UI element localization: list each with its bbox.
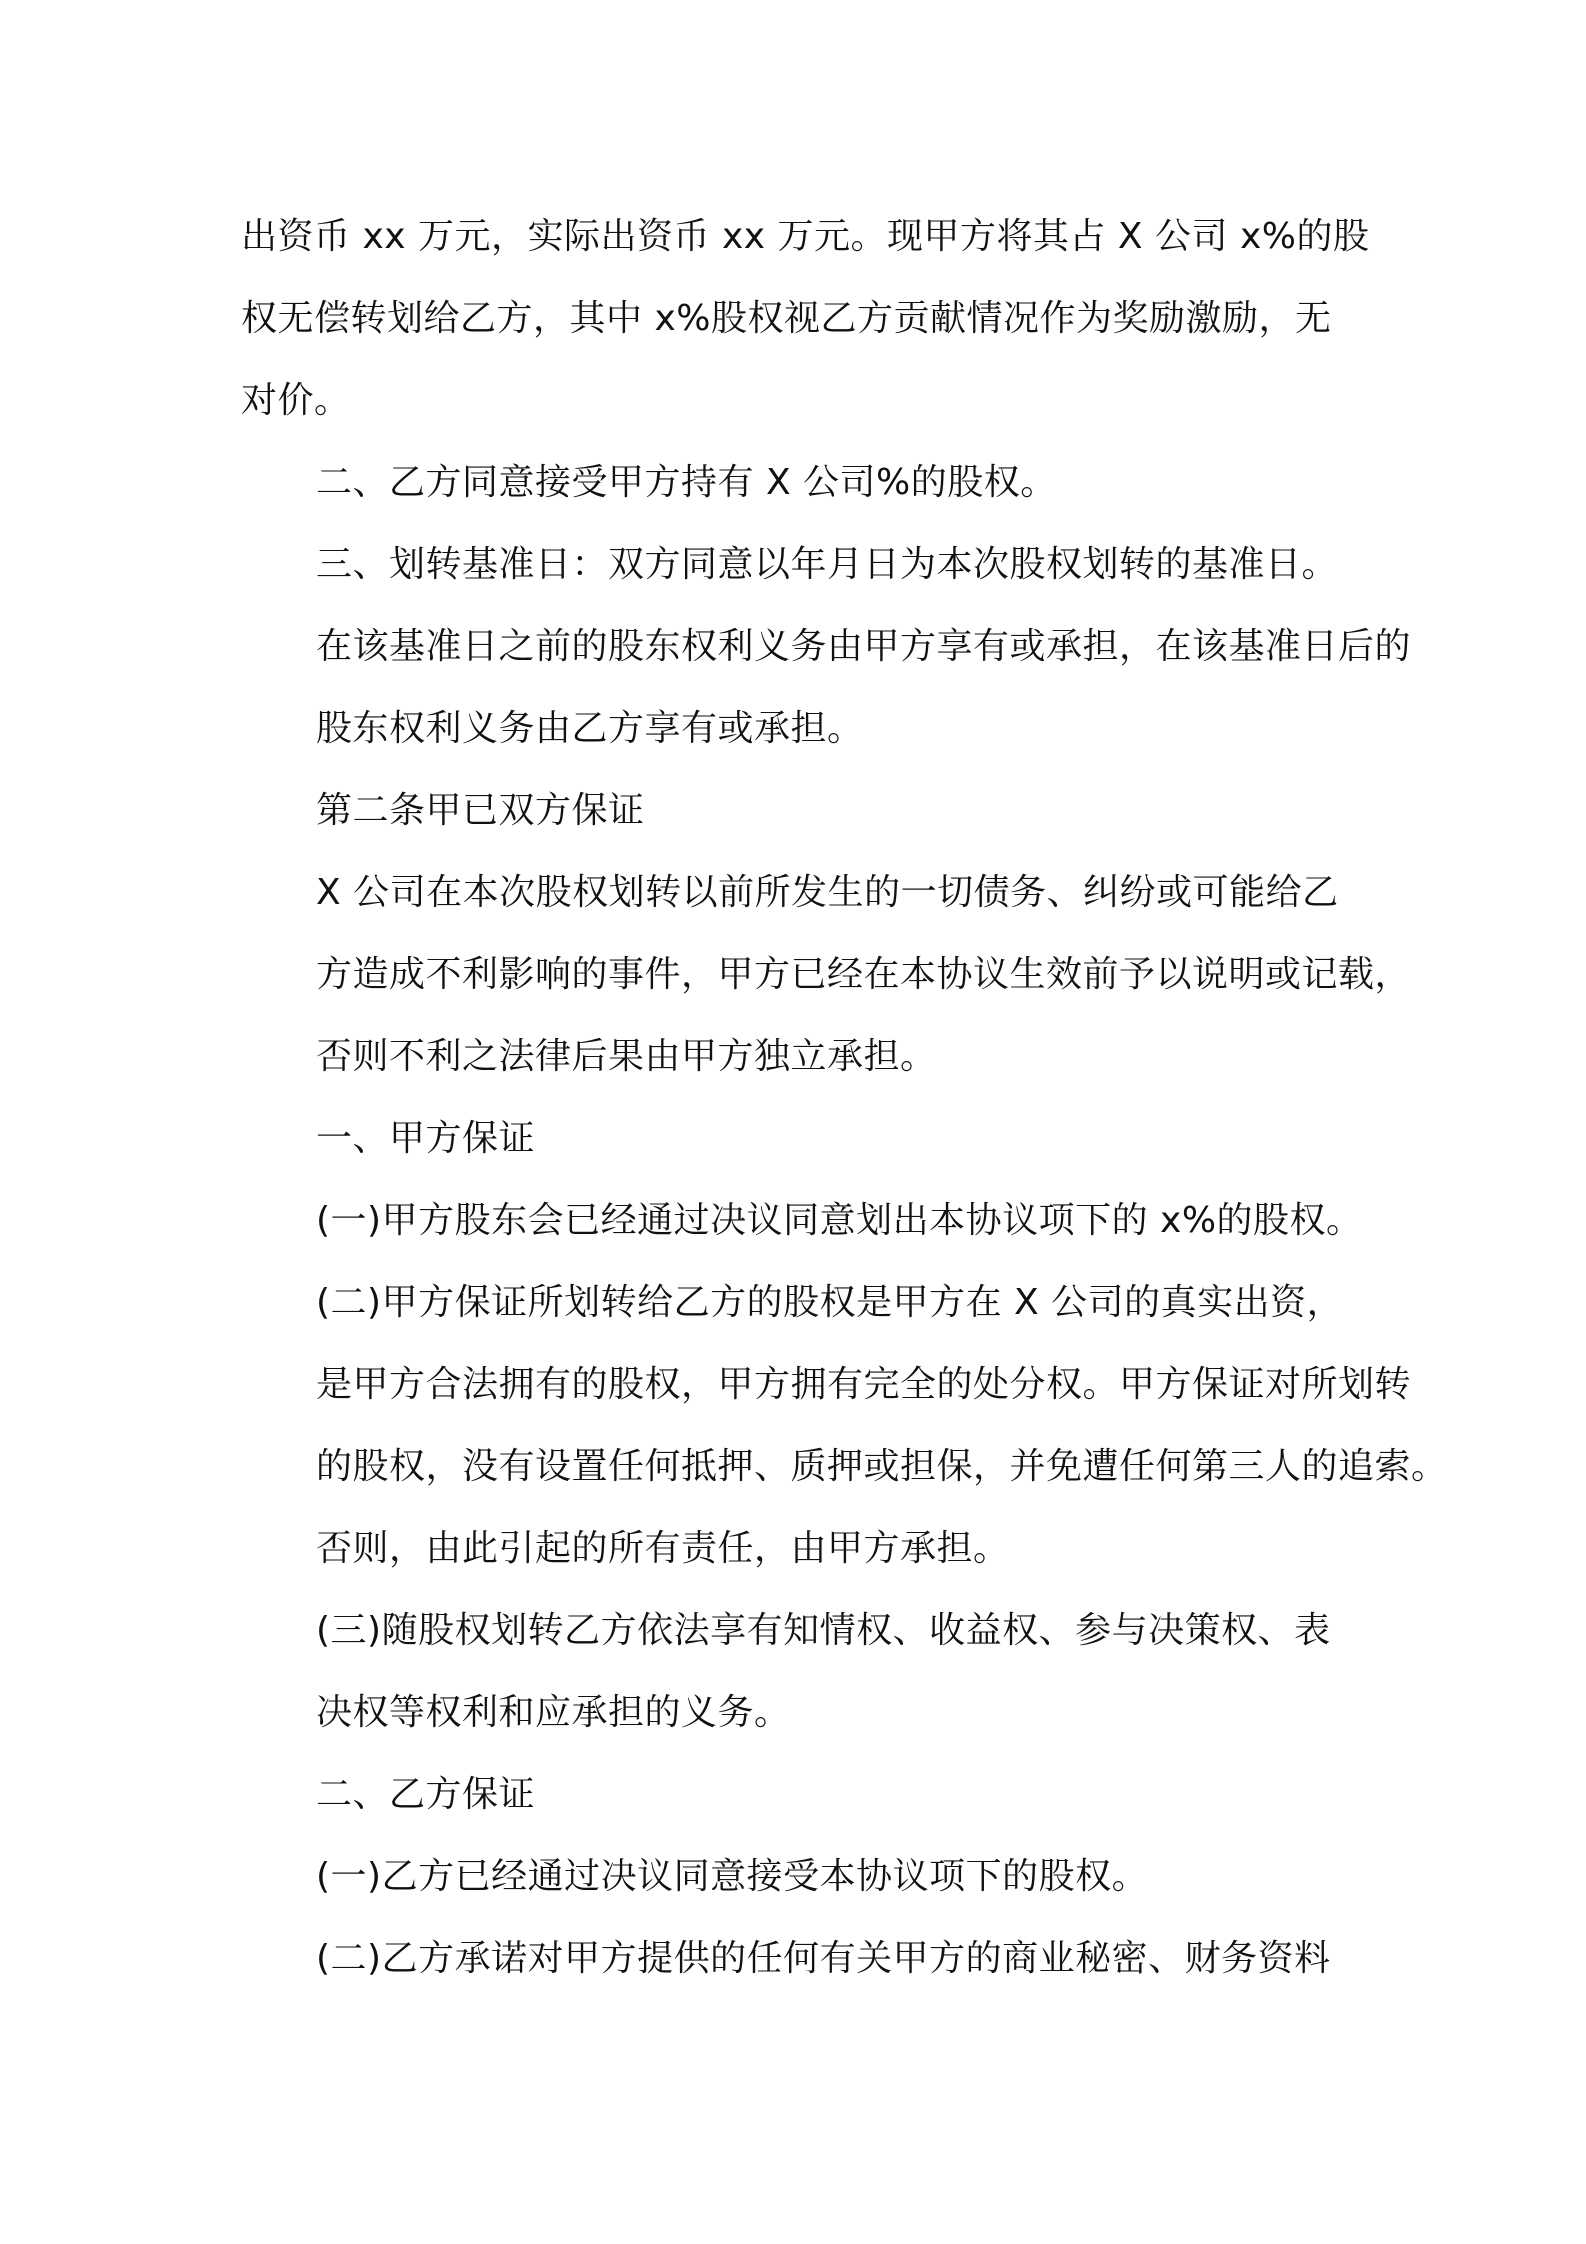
document-body: [241, 196, 1448, 2000]
section-heading-article-2: [241, 770, 1351, 852]
paragraph-party-a-item-3: [241, 1590, 1351, 1754]
text-line: 在该基准日之前的股东权利义务由甲方享有或承担，在该基准日后的: [316, 626, 1412, 667]
text-line: 权无偿转划给乙方，其中 x%股权视乙方贡献情况作为奖励激励，无: [241, 298, 1332, 339]
text-line: (二)乙方承诺对甲方提供的任何有关甲方的商业秘密、财务资料: [316, 1938, 1331, 1979]
subheading-party-a-guarantee: [241, 1098, 1351, 1180]
paragraph-base-date: [241, 524, 1412, 770]
paragraph-party-a-item-2: [241, 1262, 1448, 1590]
paragraph-transfer-terms: [241, 196, 1370, 442]
text-line: 否则不利之法律后果由甲方独立承担。: [316, 1036, 937, 1077]
text-line: 是甲方合法拥有的股权，甲方拥有完全的处分权。甲方保证对所划转: [316, 1364, 1412, 1405]
paragraph-prior-debts: [241, 852, 1412, 1098]
text-line: (一)甲方股东会已经通过决议同意划出本协议项下的 x%的股权。: [316, 1200, 1363, 1241]
text-line: 否则，由此引起的所有责任，由甲方承担。: [316, 1528, 1010, 1569]
text-line: 股东权利义务由乙方享有或承担。: [316, 708, 864, 749]
text-line: 出资币 xx 万元，实际出资币 xx 万元。现甲方将其占 X 公司 x%的股: [241, 216, 1370, 257]
text-line: (二)甲方保证所划转给乙方的股权是甲方在 X 公司的真实出资，: [316, 1282, 1344, 1323]
text-line: 三、划转基准日：双方同意以年月日为本次股权划转的基准日。: [316, 544, 1339, 585]
text-line: 第二条甲已双方保证: [316, 790, 645, 831]
paragraph-party-b-item-2: [241, 1918, 1351, 2000]
text-line: 决权等权利和应承担的义务。: [316, 1692, 791, 1733]
text-line: 的股权，没有设置任何抵押、质押或担保，并免遭任何第三人的追索。: [316, 1446, 1448, 1487]
text-line: 对价。: [241, 380, 351, 421]
text-line: 方造成不利影响的事件，甲方已经在本协议生效前予以说明或记载，: [316, 954, 1412, 995]
text-line: X 公司在本次股权划转以前所发生的一切债务、纠纷或可能给乙: [316, 872, 1339, 913]
text-line: (一)乙方已经通过决议同意接受本协议项下的股权。: [316, 1856, 1149, 1897]
text-line: (三)随股权划转乙方依法享有知情权、收益权、参与决策权、表: [316, 1610, 1331, 1651]
text-line: 二、乙方保证: [316, 1774, 536, 1815]
paragraph-party-b-item-1: [241, 1836, 1351, 1918]
text-line: 一、甲方保证: [316, 1118, 536, 1159]
subheading-party-b-guarantee: [241, 1754, 1351, 1836]
paragraph-party-b-accepts: [241, 442, 1351, 524]
text-line: 二、乙方同意接受甲方持有 X 公司%的股权。: [316, 462, 1057, 503]
paragraph-party-a-item-1: [241, 1180, 1363, 1262]
